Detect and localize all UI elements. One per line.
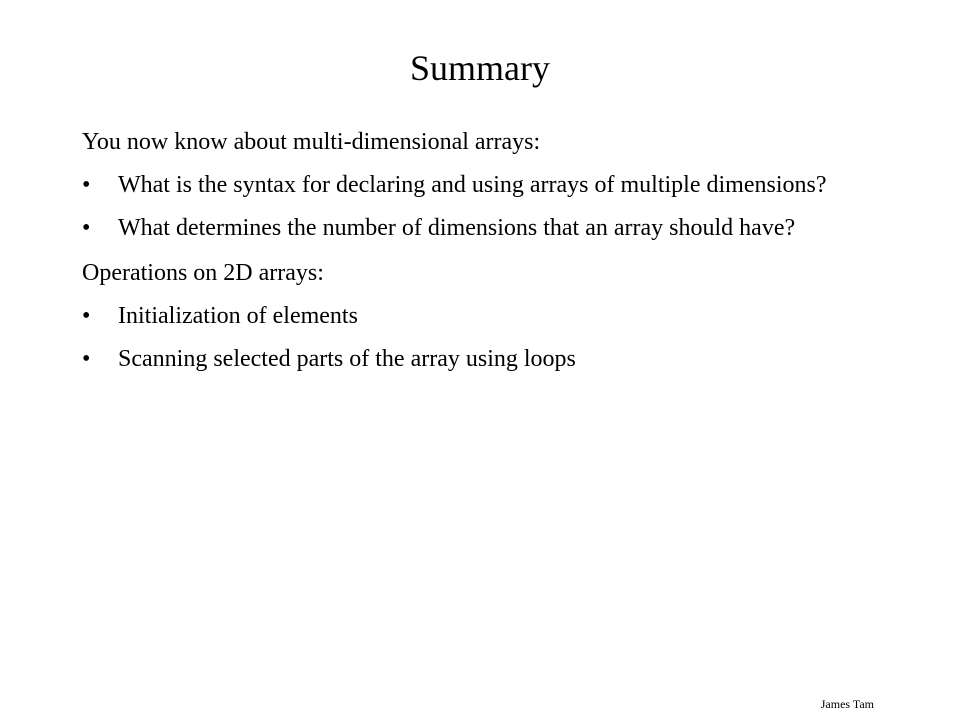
bullet-item bbox=[82, 213, 902, 243]
bullet-marker: • bbox=[82, 303, 91, 329]
section-heading-multidimensional: You now know about multi-dimensional arrays: bbox=[82, 129, 541, 155]
bullet-item bbox=[82, 170, 902, 200]
bullet-item bbox=[82, 301, 902, 331]
section-heading-operations: Operations on 2D arrays: bbox=[82, 260, 324, 286]
author-footer: James Tam bbox=[820, 697, 874, 711]
slide-body bbox=[82, 127, 902, 387]
bullet-item bbox=[82, 344, 902, 374]
bullet-text-initialization: Initialization of elements bbox=[118, 303, 358, 329]
bullet-text-dimensions: What determines the number of dimensions that an array should have? bbox=[118, 215, 796, 241]
bullet-text-scanning: Scanning selected parts of the array using loops bbox=[118, 346, 576, 372]
bullet-text-syntax: What is the syntax for declaring and using arrays of multiple dimensions? bbox=[118, 172, 827, 198]
slide-title: Summary bbox=[410, 48, 550, 88]
bullet-marker: • bbox=[82, 215, 91, 241]
bullet-marker: • bbox=[82, 172, 91, 198]
bullet-marker: • bbox=[82, 346, 91, 372]
